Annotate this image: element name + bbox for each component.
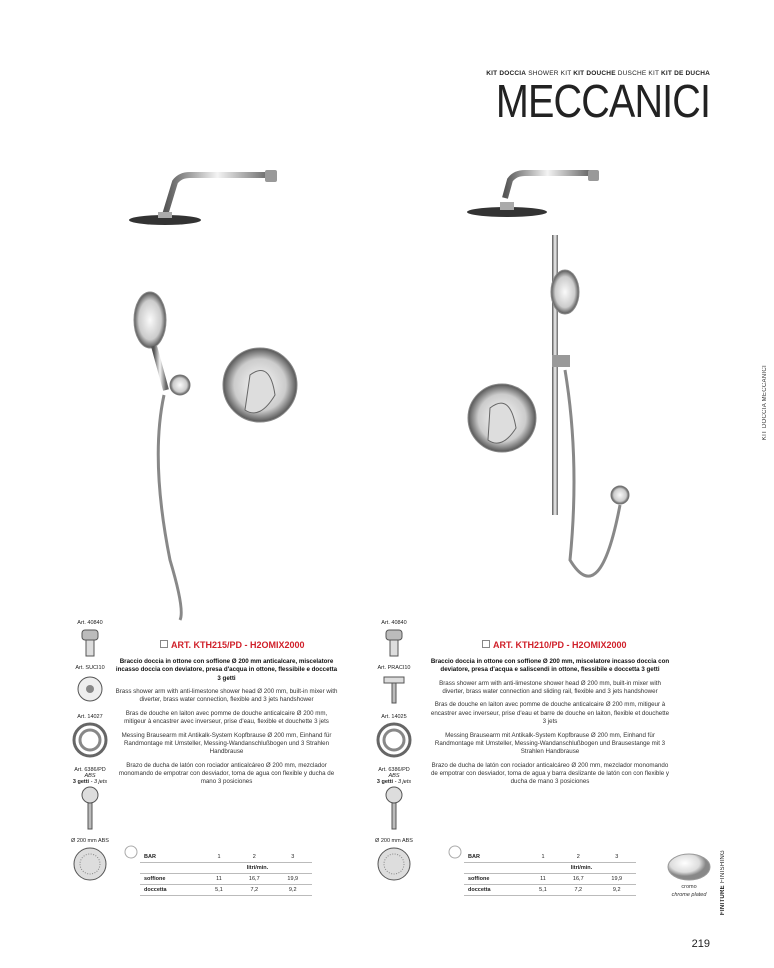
- product-description: Braccio doccia in ottone con soffione Ø 200 mm anticalcare, miscelatore incasso doccia con deviatore, presa d'acqua in ottone, flessibile e doccetta 3 getti Brass shower arm with anti-limestone shower head Ø 200 mm, built-in mixer with diverter, brass water connection, flexible and 3 jets handshower Bras de douche en laiton avec pomme de douche anticalcaire Ø 200 mm, mitigeur à encastrer avec inverseur, prise d'eau, flexible et douchette 3 jets Messing Brausearm mit Antikalk-System Kopfbrause Ø 200 mm, Einhand für Randmontage mit Umsteller, Messing-Wandanschlußbogen und 3 Strahlen Handbrause Brazo de ducha de latón con rociador anticalcáreo Ø 200 mm, mezclador monomando de empotrar con desviador, toma de agua con flexible y ducha de mano 3 posiciones: [115, 658, 338, 786]
- sliding-rail-thumb-icon: [364, 671, 424, 709]
- hose-thumb-icon: [364, 720, 424, 762]
- flow-table: BAR 1 2 3 litri/min. soffione 11 16,7 19,9 doccetta 5,1 7,2 9,2: [140, 852, 312, 896]
- finish-name: cromo: [681, 884, 697, 890]
- finish-title: FINITURE FINISHING: [720, 850, 726, 916]
- art-jets: 3 getti - 3 jets: [376, 779, 412, 785]
- art-code: Art. PRACI10: [377, 665, 411, 671]
- page-number: 219: [691, 938, 710, 950]
- art-code: Ø 200 mm ABS: [71, 838, 109, 844]
- art-code: Art. 40840: [381, 620, 407, 626]
- product-image-kth210: [460, 160, 660, 620]
- page-title: MECCANICI: [495, 75, 710, 127]
- wall-connection-thumb-icon: [60, 671, 120, 709]
- handshower-thumb-icon: [364, 785, 424, 833]
- showerhead-thumb-icon: [60, 844, 120, 884]
- art-code: Art. SUCI10: [75, 665, 105, 671]
- product-description: Braccio doccia in ottone con soffione Ø 200 mm, miscelatore incasso doccia con deviatore, presa d'acqua e saliscendi in ottone, flessibile e doccetta 3 getti Brass shower arm with anti-limestone shower head Ø 200 mm, built-in mixer with diverter, brass water connection and sliding rail, flexible and 3 jets handshower Bras de douche en laiton avec pomme de douche anticalcaire Ø 200 mm, mitigeur à encastrer avec inverseur, prise d'eau et barre de douche en laiton, flexible et douchette 3 jets Messing Brausearm mit Antikalk-System Kopfbrause Ø 200 mm, Einhand für Randmontage mit Umsteller, Messing-Wandanschlußbogen und Brausestange mit 3 Strahlen Handbrause Brazo de ducha de latón con rociador anticalcáreo Ø 200 mm, mezclador monomando de empotrar con desviador, toma de agua y barra deslizante de latón con con flexible y ducha de mano 3 posiciones: [430, 658, 670, 786]
- art-code: Ø 200 mm ABS: [375, 838, 413, 844]
- product-heading: ART. KTH215/PD - H2OMIX2000: [160, 640, 305, 650]
- product-image-kth215: [110, 160, 310, 620]
- shower-arm-thumb-icon: [364, 626, 424, 660]
- handshower-thumb-icon: [60, 785, 120, 833]
- chrome-swatch-icon: [666, 852, 712, 882]
- hose-thumb-icon: [60, 720, 120, 762]
- articles-column-kth210: [364, 620, 424, 889]
- art-material: ABS: [84, 773, 96, 779]
- art-code: Art. 6386/PD: [378, 767, 410, 773]
- flow-badge-icon: [124, 845, 138, 864]
- art-code: Art. 6386/PD: [74, 767, 106, 773]
- finish-name-en: chrome plated: [671, 892, 707, 898]
- product-heading: ART. KTH210/PD - H2OMIX2000: [482, 640, 627, 650]
- showerhead-thumb-icon: [364, 844, 424, 884]
- art-code: Art. 14027: [77, 714, 103, 720]
- art-material: ABS: [388, 773, 400, 779]
- flow-table: BAR 1 2 3 litri/min. soffione 11 16,7 19,9 doccetta 5,1 7,2 9,2: [464, 852, 636, 896]
- articles-column-kth215: [60, 620, 120, 889]
- art-code: Art. 40840: [77, 620, 103, 626]
- shower-arm-thumb-icon: [60, 626, 120, 660]
- kit-label: KIT DOCCIA SHOWER KIT KIT DOUCHE DUSCHE KIT KIT DE DUCHA: [486, 70, 710, 77]
- side-label: KIT DOCCIA MECCANICI: [762, 365, 768, 441]
- art-jets: 3 getti - 3 jets: [72, 779, 108, 785]
- art-code: Art. 14025: [381, 714, 407, 720]
- flow-badge-icon: [448, 845, 462, 864]
